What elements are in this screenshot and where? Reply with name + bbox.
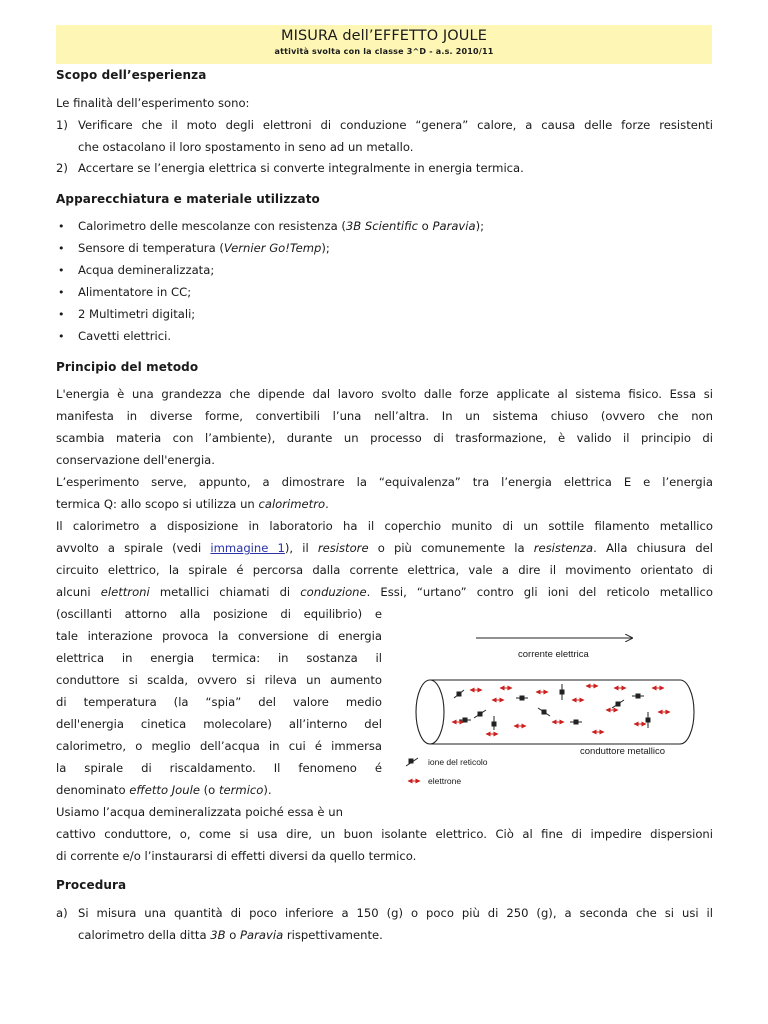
paragraph-line: di corrente e/o l’instaurarsi di effetti diversi da quello termico. [56,849,417,863]
page-subtitle: attività svolta con la classe 3^D - a.s. 2010/11 [274,47,494,56]
list-item: Acqua demineralizzata; [78,263,215,277]
paragraph-line: conservazione dell'energia. [56,453,215,467]
list-number: 2) [56,161,68,175]
legend-ion-label: ione del reticolo [428,757,488,767]
conductor-diagram [396,626,696,796]
paragraph-line: scambia materia con l’ambiente), durante un processo di trasformazione, è valido il principio di [56,431,713,445]
paragraph-line: Usiamo l’acqua demineralizzata poiché essa è un [56,805,343,819]
list-item: Cavetti elettrici. [78,329,172,343]
bullet-icon: • [58,330,65,343]
ion-icon [560,684,564,700]
page-title: MISURA dell’EFFETTO JOULE [281,28,487,44]
list-item: 2 Multimetri digitali; [78,307,196,321]
scopo-intro: Le finalità dell’esperimento sono: [56,96,250,110]
paragraph-line: dell'energia cinetica molecolare) all’interno del [56,717,382,731]
list-number: 1) [56,118,68,132]
ion-icon [646,712,650,728]
conductor-label: conduttore metallico [580,746,666,757]
list-item: Sensore di temperatura (Vernier Go!Temp); [78,241,330,255]
paragraph-line: manifesta in diverse forme, convertibili l’una nell’altra. In un sistema chiuso (ovvero che non [56,409,713,423]
procedura-item-a-line1: Si misura una quantità di poco inferiore a 150 (g) o poco più di 250 (g), a seconda che si usi il [78,906,713,920]
image-link[interactable]: immagine 1 [210,541,285,555]
paragraph-line: calorimetro, o meglio dell’acqua in cui é immersa [56,739,382,753]
ion-icon [538,708,550,716]
paragraph-line: di temperatura (la “spia” del valore medio [56,695,382,709]
ion-icon [632,694,644,698]
section-heading-apparecchiatura: Apparecchiatura e materiale utilizzato [56,192,320,206]
ion-icon [570,720,582,724]
scopo-item-1-line1: Verificare che il moto degli elettroni di conduzione “genera” calore, a causa delle forze resistenti [78,118,713,132]
paragraph-line: L'energia è una grandezza che dipende dal lavoro svolto dalle forze applicate al sistema fisico. Essa si [56,387,713,401]
ion-icon [492,716,496,730]
bullet-icon: • [58,264,65,277]
scopo-item-2-line1: Accertare se l’energia elettrica si converte integralmente in energia termica. [78,161,524,175]
paragraph-line: avvolto a spirale (vedi immagine 1), il resistore o più comunemente la resistenza. Alla chiusura del [56,541,713,555]
legend-ion-icon [406,758,418,766]
list-item: Alimentatore in CC; [78,285,192,299]
paragraph-line: alcuni elettroni metallici chiamati di conduzione. Essi, “urtano” contro gli ioni del reticolo metallico [56,585,713,599]
lattice-ions [454,684,650,730]
paragraph-line: tale interazione provoca la conversione di energia [56,629,382,643]
paragraph-line: la spirale di riscaldamento. Il fenomeno é [56,761,382,775]
legend-electron-label: elettrone [428,776,462,786]
legend [406,757,488,786]
paragraph-line: cattivo conduttore, o, come si usa dire, un buon isolante elettrico. Ciò al fine di impedire dispersioni [56,827,713,841]
bullet-icon: • [58,242,65,255]
bullet-icon: • [58,308,65,321]
section-heading-principio: Principio del metodo [56,360,199,374]
procedura-item-a-line2: calorimetro della ditta 3B o Paravia rispettivamente. [78,928,383,942]
section-heading-scopo: Scopo dell’esperienza [56,68,207,82]
ion-icon [454,690,464,698]
paragraph-line: denominato effetto Joule (o termico). [56,783,272,797]
conductor-cylinder [416,680,694,744]
list-item: Calorimetro delle mescolanze con resistenza (3B Scientific o Paravia); [78,219,485,233]
current-label: corrente elettrica [518,649,589,660]
ion-icon [612,700,624,708]
bullet-icon: • [58,286,65,299]
ion-icon [474,710,486,718]
scopo-item-1-line2: che ostacolano il loro spostamento in seno ad un metallo. [78,140,414,154]
paragraph-line: L’esperimento serve, appunto, a dimostrare la “equivalenza” tra l’energia elettrica E e l’energia [56,475,713,489]
paragraph-line: elettrica in energia termica: in sostanza il [56,651,382,665]
list-letter: a) [56,906,68,920]
paragraph-line: (oscillanti attorno alla posizione di equilibrio) e [56,607,382,621]
bullet-icon: • [58,220,65,233]
paragraph-line: conduttore si scalda, ovvero si rileva un aumento [56,673,382,687]
title-box [56,25,712,64]
ion-icon [516,696,528,700]
ion-icon [459,718,471,722]
section-heading-procedura: Procedura [56,878,127,892]
paragraph-line: circuito elettrico, la spirale é percorsa dalla corrente elettrica, vale a dire il movimento orientato di [56,563,713,577]
paragraph-line: termica Q: allo scopo si utilizza un calorimetro. [56,497,329,511]
paragraph-line: Il calorimetro a disposizione in laboratorio ha il coperchio munito di un sottile filamento metallico [56,519,713,533]
